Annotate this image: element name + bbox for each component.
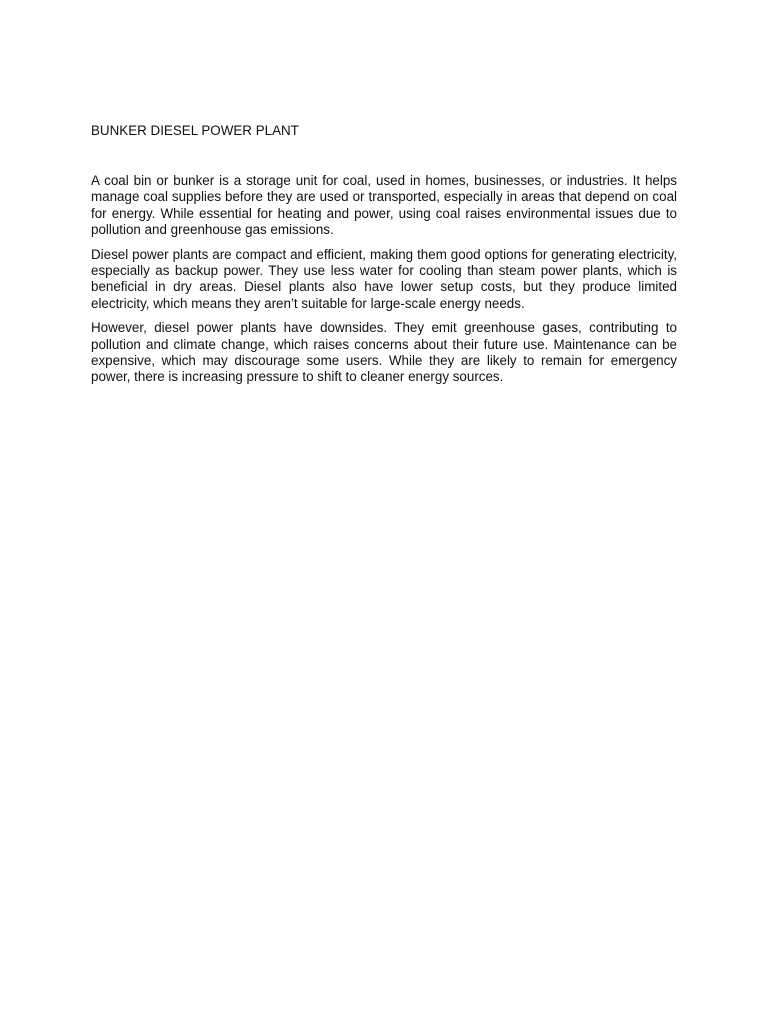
document-title: BUNKER DIESEL POWER PLANT (91, 123, 299, 138)
paragraph-coal-bunker: A coal bin or bunker is a storage unit for coal, used in homes, businesses, or industries. It helps manage coal supplies before they are used or transported, especially in areas that depend on coal for energy. While essential for heating and power, using coal raises environmental issues due to pollution and greenhouse gas emissions. (91, 173, 677, 238)
document-body (91, 122, 677, 386)
paragraph-diesel-downsides: However, diesel power plants have downsides. They emit greenhouse gases, contributing to pollution and climate change, which raises concerns about their future use. Maintenance can be expensive, which may discourage some users. While they are likely to remain for emergency power, there is increasing pressure to shift to cleaner energy sources. (91, 320, 677, 385)
paragraph-diesel-advantages: Diesel power plants are compact and efficient, making them good options for generating electricity, especially as backup power. They use less water for cooling than steam power plants, which is beneficial in dry areas. Diesel plants also have lower setup costs, but they produce limited electricity, which means they aren’t suitable for large-scale energy needs. (91, 246, 677, 311)
